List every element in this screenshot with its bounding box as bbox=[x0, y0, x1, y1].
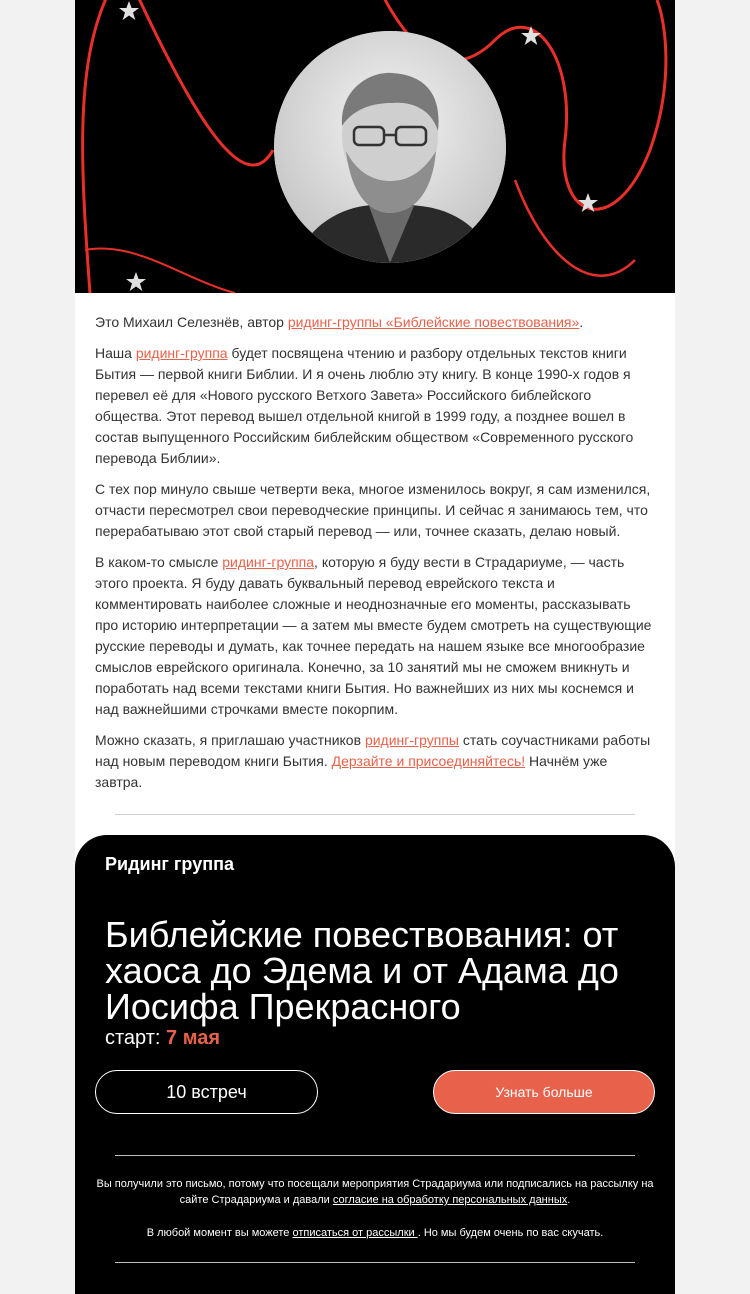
reading-group-link[interactable]: ридинг-группы bbox=[364, 732, 459, 748]
person-portrait-icon bbox=[274, 31, 506, 263]
article-paragraph: Это Михаил Селезнёв, автор ридинг-группы «Библейские повествования». bbox=[95, 314, 584, 330]
divider bbox=[115, 1155, 635, 1156]
divider bbox=[115, 1262, 635, 1263]
start-date: 7 мая bbox=[166, 1027, 221, 1049]
author-portrait bbox=[274, 31, 506, 263]
article-paragraph: С тех пор минуло свыше четверти века, многое изменилось вокруг, я сам изменился, отчасти пересмотрел свои переводческие принципы. И сейчас я занимаюсь тем, что перерабатываю этот свой старый перевод — или, точнее сказать, делаю новый. bbox=[95, 481, 651, 539]
course-title: Библейские повествования: от хаоса до Эдема и от Адама до Иосифа Прекрасного bbox=[105, 914, 619, 1027]
footer-notice: Вы получили это письмо, потому что посещали мероприятия Страдариума или подписались на рассылку на сайте Страдариума и давали согласие на обработку персональных данных. bbox=[96, 1178, 654, 1206]
reading-group-link[interactable]: ридинг-группы «Библейские повествования» bbox=[287, 314, 580, 330]
reading-group-link[interactable]: ридинг-группа bbox=[135, 345, 228, 361]
course-card bbox=[75, 835, 675, 1294]
star-icon bbox=[125, 271, 147, 293]
consent-link[interactable]: согласие на обработку персональных данных bbox=[332, 1194, 568, 1206]
divider bbox=[115, 814, 635, 815]
email-container bbox=[75, 0, 675, 1294]
course-start: старт: 7 мая bbox=[105, 1027, 221, 1049]
star-icon bbox=[520, 25, 542, 47]
join-link[interactable]: Дерзайте и присоединяйтесь! bbox=[331, 753, 526, 769]
learn-more-button[interactable]: Узнать больше bbox=[433, 1070, 655, 1114]
unsubscribe-link[interactable]: отписаться от рассылки bbox=[292, 1227, 418, 1239]
reading-group-link[interactable]: ридинг-группа bbox=[222, 554, 315, 570]
article-paragraph: Можно сказать, я приглашаю участников ридинг-группы стать соучастниками работы над новым переводом книги Бытия. Дерзайте и присоединяйтесь! Начнём уже завтра. bbox=[95, 732, 651, 790]
footer-unsubscribe: В любой момент вы можете отписаться от рассылки . Но мы будем очень по вас скучать. bbox=[146, 1227, 604, 1239]
meetings-badge: 10 встреч bbox=[95, 1070, 318, 1114]
card-kicker: Ридинг группа bbox=[105, 854, 234, 874]
star-icon bbox=[577, 192, 599, 214]
article-paragraph: В каком-то смысле ридинг-группа, которую я буду вести в Страдариуме, — часть этого проекта. Я буду давать буквальный перевод еврейского текста и комментировать наиболее сложные и неоднозначные его моменты, рассказывать про историю интерпретации — а затем мы вместе будем смотреть на существующие русские переводы и думать, как точнее передать на нашем языке все многообразие смыслов еврейского оригинала. Конечно, за 10 занятий мы не сможем вникнуть и поработать над всеми текстами книги Бытия. Но важнейших из них мы коснемся и над важнейшими строчками вместе покорпим. bbox=[95, 554, 652, 717]
article-paragraph: Наша ридинг-группа будет посвящена чтению и разбору отдельных текстов книги Бытия — первой книги Библии. И я очень люблю эту книгу. В конце 1990-х годов я перевел её для «Нового русского Ветхого Завета» Российского библейского общества. Этот перевод вышел отдельной книгой в 1999 году, а позднее вошел в состав выпущенного Российским библейским обществом «Современного русского перевода Библии». bbox=[95, 345, 634, 466]
article-body bbox=[95, 312, 655, 803]
hero-banner bbox=[75, 0, 675, 293]
star-icon bbox=[118, 0, 140, 22]
